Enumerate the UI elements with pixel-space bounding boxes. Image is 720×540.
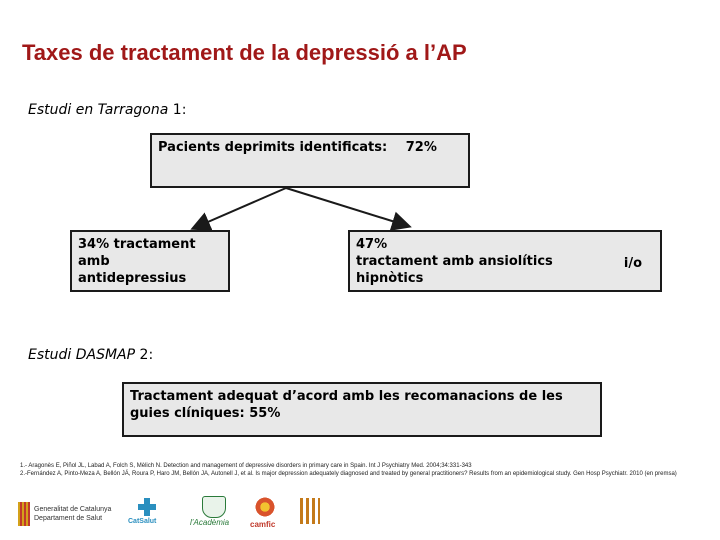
academia-label: l’Acadèmia	[190, 518, 230, 527]
academia-logo	[188, 496, 240, 532]
arrow-right	[286, 188, 408, 226]
senyera-icon	[18, 502, 30, 526]
study1-label: Estudi en Tarragona	[28, 102, 169, 118]
gencat-line2: Departament de Salut	[34, 515, 103, 522]
identified-patients-text: Pacients deprimits identificats:	[158, 140, 388, 155]
study2-superscript: 2:	[139, 347, 154, 363]
logo-strip	[18, 496, 718, 532]
arrow-left	[194, 188, 286, 228]
antidepressants-line2: amb antidepressius	[78, 254, 187, 286]
emblem-icon	[202, 496, 226, 518]
slide-title: Taxes de tractament de la depressió a l’AP	[22, 40, 467, 65]
adequate-treatment-line2: guies clíniques: 55%	[130, 406, 281, 421]
catsalut-label: CatSalut	[128, 518, 157, 525]
gencat-logo	[18, 496, 118, 532]
references	[20, 462, 710, 478]
antidepressants-box	[70, 230, 230, 292]
anxiolytics-line2: tractament amb ansiolítics	[356, 254, 553, 269]
antidepressants-line1: 34% tractament	[78, 237, 196, 252]
gencat-line1: Generalitat de Catalunya	[34, 506, 112, 513]
figures-icon	[300, 498, 320, 524]
catsalut-logo	[124, 496, 184, 532]
anxiolytics-box	[348, 230, 662, 292]
adequate-treatment-box	[122, 382, 602, 437]
study2-heading	[28, 347, 153, 363]
cross-icon	[138, 498, 156, 516]
semfyc-logo	[294, 496, 324, 532]
study2-label: Estudi DASMAP	[28, 347, 136, 363]
reference-2: 2.-Fernández A, Pinto-Meza A, Bellón JÁ, Roura P, Haro JM, Bellón JA, Autonell J, et al. Is major depression adequately diagnosed and treated by general practitioners? Results from an epidemiological study. Gen Hosp Psychiatr. 2010 (en premsa)	[20, 471, 677, 477]
adequate-treatment-line1: Tractament adequat d’acord amb les recomanacions de les	[130, 389, 563, 404]
identified-patients-value: 72%	[405, 140, 437, 155]
flower-icon	[254, 496, 276, 518]
study1-superscript: 1:	[172, 102, 187, 118]
camfic-logo	[246, 496, 286, 532]
reference-1: 1.- Aragonès E, Piñol JL, Labad A, Folch S, Mèlich N. Detection and management of depressive disorders in primary care in Spain. Int J Psychiatry Med. 2004;34:331-343	[20, 463, 472, 469]
camfic-label: camfic	[250, 520, 276, 529]
anxiolytics-line3: hipnòtics	[356, 271, 424, 286]
anxiolytics-tail: i/o	[623, 256, 642, 271]
anxiolytics-line1: 47%	[356, 237, 388, 252]
